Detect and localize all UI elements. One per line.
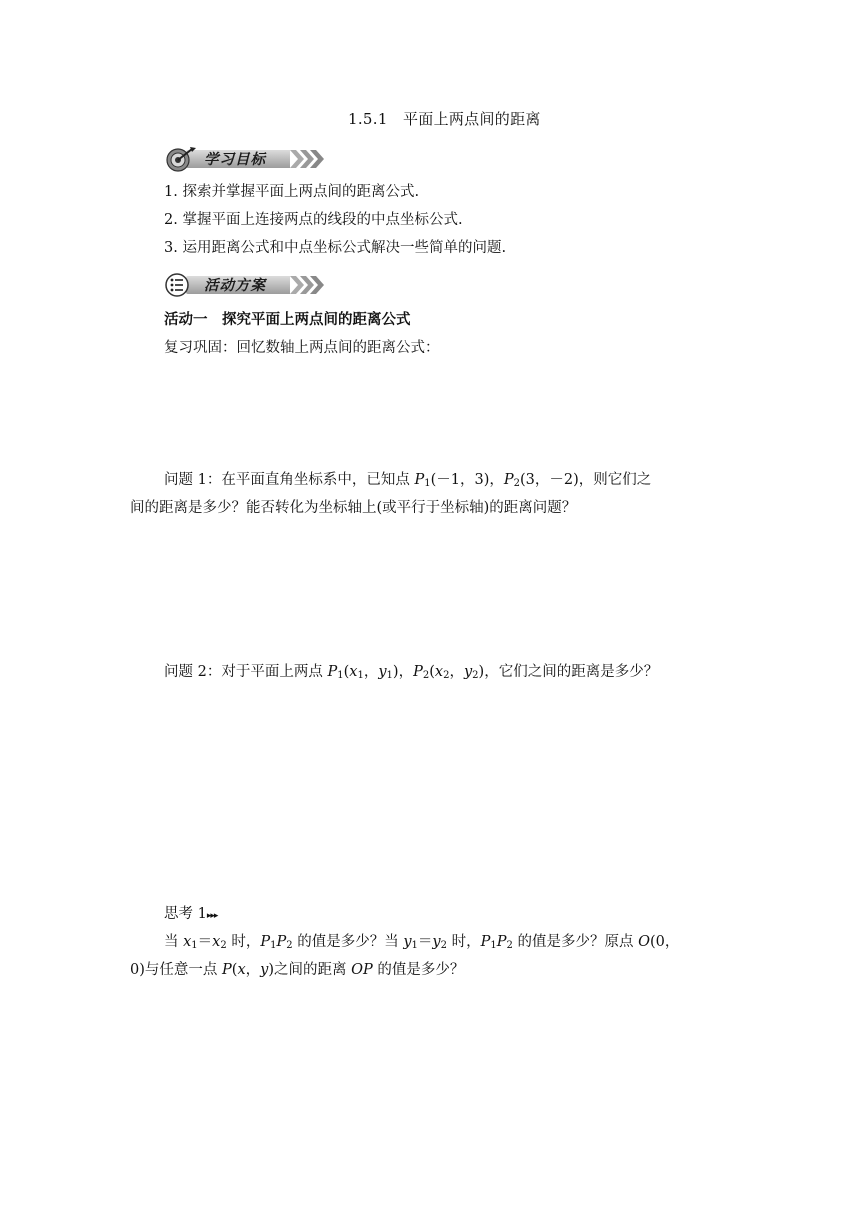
think-1-label: 思考 1▸▸▸ (164, 906, 218, 922)
list-icon (164, 272, 194, 298)
activity-1-heading: 活动一 探究平面上两点间的距离公式 (164, 312, 411, 328)
arrows-icon: ▸▸▸ (206, 911, 218, 921)
goal-item-1: 1. 探索并掌握平面上两点间的距离公式. (164, 184, 420, 200)
learning-goals-banner (164, 146, 324, 172)
question-2: 问题 2：对于平面上两点 $P_1(x_1$，$y_1$)，$P_2(x_2$，$y_2$)，它们之间的距离是多少？ (164, 664, 659, 681)
chevrons-icon (290, 276, 324, 294)
page-title: 1.5.1 平面上两点间的距离 (348, 110, 541, 128)
chevrons-icon (290, 150, 324, 168)
question-1-line-2: 间的距离是多少？能否转化为坐标轴上(或平行于坐标轴)的距离问题？ (130, 500, 577, 516)
banner-label: 学习目标 (204, 152, 266, 168)
goal-item-2: 2. 掌握平面上连接两点的线段的中点坐标公式. (164, 212, 463, 228)
target-icon (164, 146, 198, 172)
think-1-line-1: 当 $x_1=x_2$ 时，$P_1P_2$ 的值是多少？当 $y_1=y_2$ 时，$P_1P_2$ 的值是多少？原点 O(0， (164, 934, 680, 951)
review-prompt: 复习巩固：回忆数轴上两点间的距离公式： (164, 340, 440, 356)
goal-item-3: 3. 运用距离公式和中点坐标公式解决一些简单的问题. (164, 240, 507, 256)
question-1-line-1: 问题 1：在平面直角坐标系中，已知点 $P_1(-1$，3)，$P_2(3$，－2)，则它们之 (164, 472, 652, 489)
banner-label: 活动方案 (204, 278, 266, 294)
think-1-line-2: 0)与任意一点 P(x，y)之间的距离 OP 的值是多少？ (130, 962, 465, 978)
activity-plan-banner (164, 272, 324, 298)
